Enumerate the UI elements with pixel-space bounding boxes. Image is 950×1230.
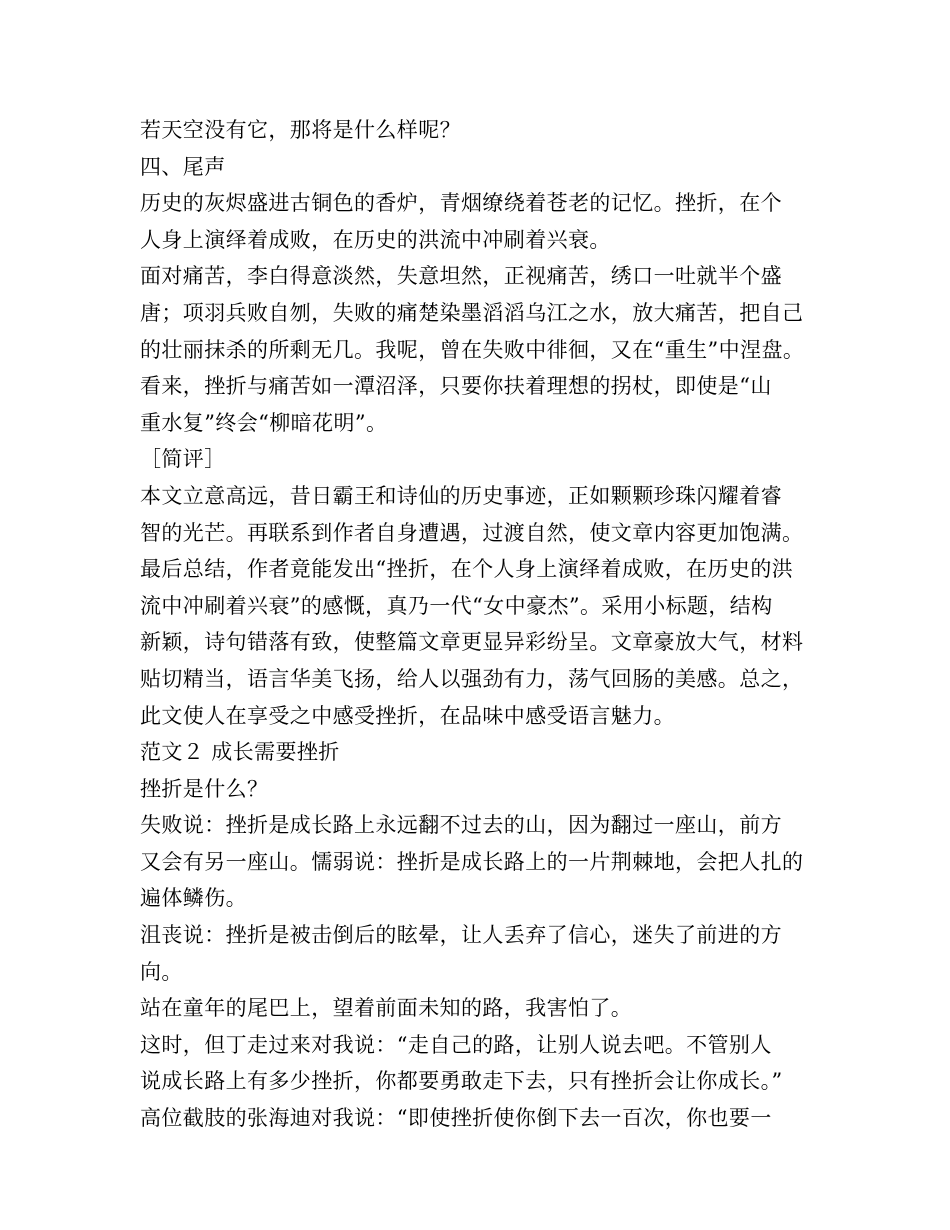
text-line: 唐；项羽兵败自刎，失败的痛楚染墨滔滔乌江之水，放大痛苦，把自己 (140, 300, 804, 325)
text-line: 站在童年的尾巴上，望着前面未知的路，我害怕了。 (140, 996, 633, 1021)
text-line: 流中冲刷着兴衰”的感慨，真乃一代“女中豪杰”。采用小标题，结构 (140, 593, 773, 618)
text-line: 失败说：挫折是成长路上永远翻不过去的山，因为翻过一座山，前方 (140, 813, 782, 838)
text-line: 贴切精当，语言华美飞扬，给人以强劲有力，荡气回肠的美感。总之， (140, 666, 804, 691)
text-line: 向。 (140, 959, 183, 984)
text-line: 说成长路上有多少挫折，你都要勇敢走下去，只有挫折会让你成长。” (140, 1069, 783, 1094)
text-line: 这时，但丁走过来对我说：“走自己的路，让别人说去吧。不管别人 (140, 1032, 772, 1057)
text-line: 若天空没有它，那将是什么样呢？ (140, 118, 461, 142)
text-line: 挫折是什么？ (140, 776, 269, 801)
text-line: 的壮丽抹杀的所剩无几。我呢，曾在失败中徘徊，又在“重生”中涅盘。 (140, 337, 805, 362)
text-line: 四、尾声 (140, 154, 226, 179)
text-line: 新颖，诗句错落有致，使整篇文章更显异彩纷呈。文章豪放大气，材料 (140, 630, 804, 655)
text-line: 人身上演绎着成败，在历史的洪流中冲刷着兴衰。 (140, 227, 611, 252)
text-line: 沮丧说：挫折是被击倒后的眩晕，让人丢弃了信心，迷失了前进的方 (140, 923, 782, 948)
text-line: ［简评］ (140, 447, 226, 472)
text-line: 最后总结，作者竟能发出“挫折，在个人身上演绎着成败，在历史的洪 (140, 557, 794, 582)
text-line: 本文立意高远，昔日霸王和诗仙的历史事迹，正如颗颗珍珠闪耀着睿 (140, 483, 782, 508)
text-line: 高位截肢的张海迪对我说：“即使挫折使你倒下去一百次，你也要一 (140, 1106, 772, 1131)
text-line: 面对痛苦，李白得意淡然，失意坦然，正视痛苦，绣口一吐就半个盛 (140, 264, 782, 289)
text-line: 遍体鳞伤。 (140, 886, 247, 911)
text-line: 范文２ 成长需要挫折 (140, 740, 340, 765)
text-line: 又会有另一座山。懦弱说：挫折是成长路上的一片荆棘地，会把人扎的 (140, 849, 804, 874)
text-line: 此文使人在享受之中感受挫折，在品味中感受语言魅力。 (140, 703, 675, 728)
text-line: 重水复”终会“柳暗花明”。 (140, 410, 388, 435)
text-line: 历史的灰烬盛进古铜色的香炉，青烟缭绕着苍老的记忆。挫折，在个 (140, 191, 782, 216)
text-line: 智的光芒。再联系到作者自身遭遇，过渡自然，使文章内容更加饱满。 (140, 520, 804, 545)
document-body (140, 112, 820, 1137)
text-line: 看来，挫折与痛苦如一潭沼泽，只要你扶着理想的拐杖，即使是“山 (140, 374, 772, 399)
